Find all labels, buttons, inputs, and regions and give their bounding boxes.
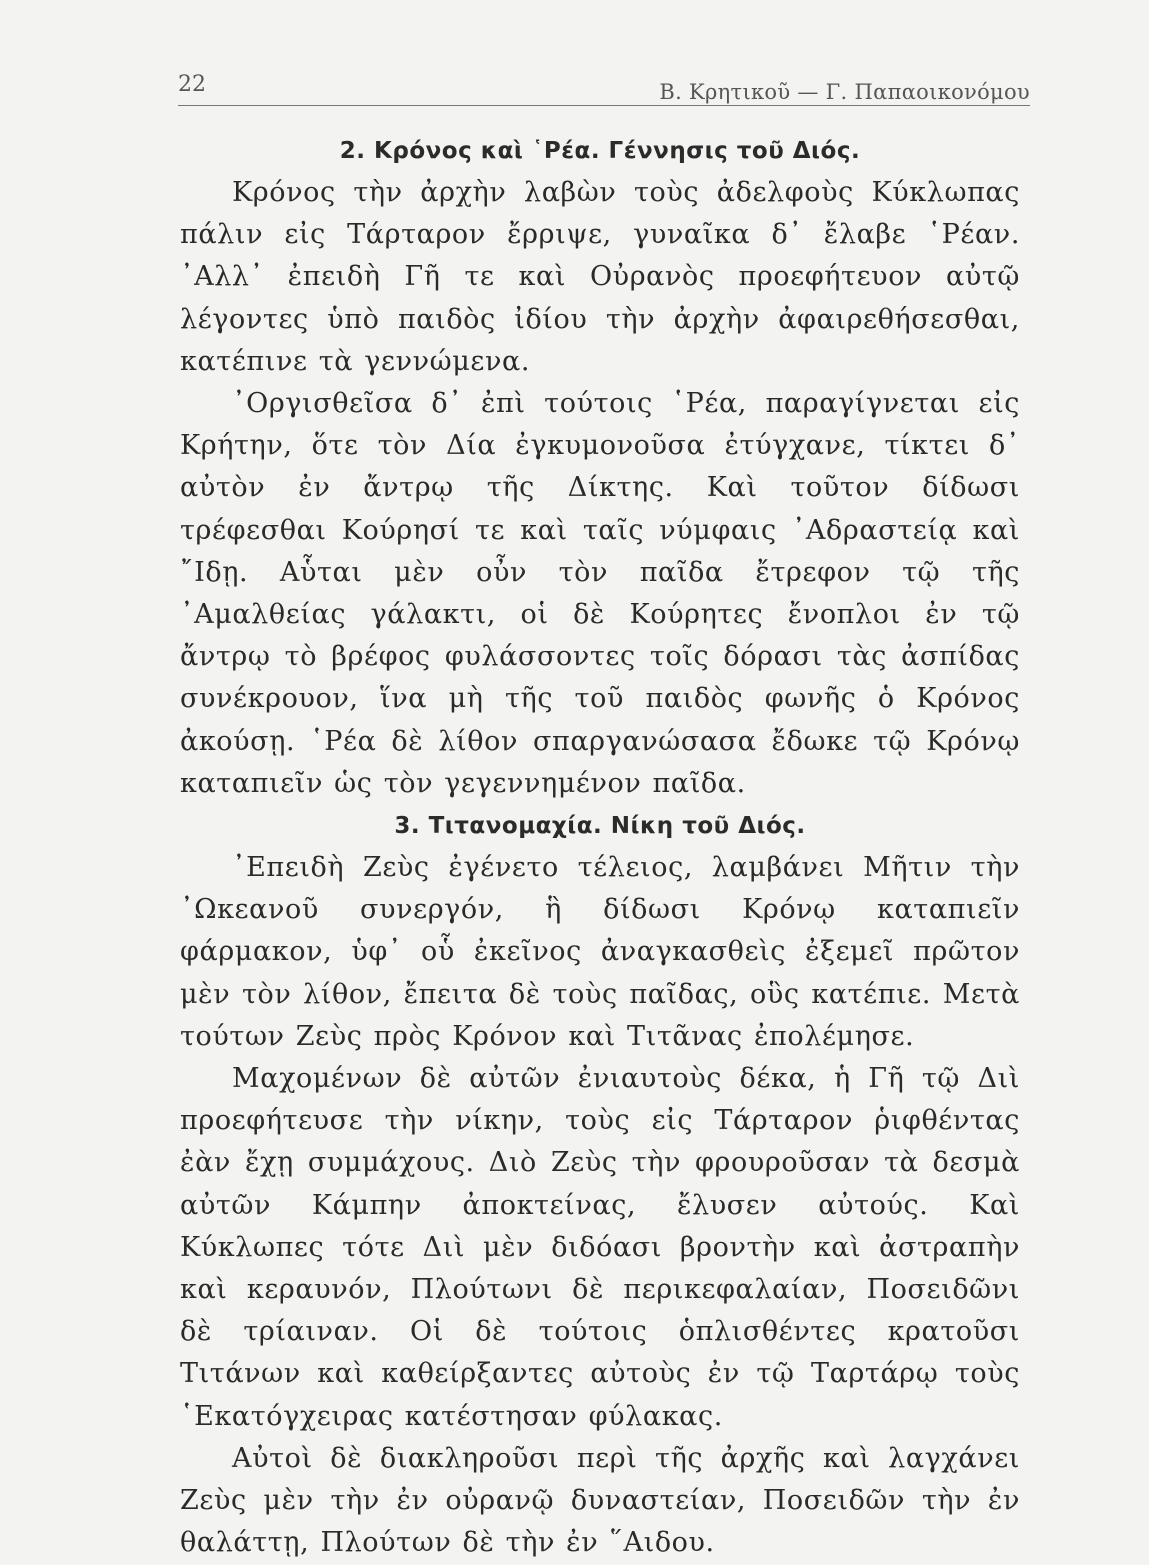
header-rule <box>178 105 1030 106</box>
paragraph: ᾽Οργισθεῖσα δ᾽ ἐπὶ τούτοις ῾Ρέα, παραγίγνεται εἰς Κρήτην, ὅτε τὸν Δία ἐγκυμονοῦσα ἐτύγχανε, τίκτει δ᾽ αὐτὸν ἐν ἄντρῳ τῆς Δίκτης. Καὶ τοῦτον δίδωσι τρέφεσθαι Κούρησί τε καὶ ταῖς νύμφαις ᾽Αδραστείᾳ καὶ ῎Ιδῃ. Αὗται μὲν οὖν τὸν παῖδα ἔτρεφον τῷ τῆς ᾽Αμαλθείας γάλακτι, οἱ δὲ Κούρητες ἔνοπλοι ἐν τῷ ἄντρῳ τὸ βρέφος φυλάσσοντες τοῖς δόρασι τὰς ἀσπίδας συνέκρουον, ἵνα μὴ τῆς τοῦ παιδὸς φωνῆς ὁ Κρόνος ἀκούσῃ. ῾Ρέα δὲ λίθον σπαργανώσασα ἔδωκε τῷ Κρόνῳ καταπιεῖν ὡς τὸν γεγεννημένον παῖδα. <box>180 388 1020 799</box>
running-head <box>178 66 1030 106</box>
paragraph: Μαχομένων δὲ αὐτῶν ἐνιαυτοὺς δέκα, ἡ Γῆ τῷ Διὶ προεφήτευσε τὴν νίκην, τοὺς εἰς Τάρταρον ῥιφθέντας ἐὰν ἔχῃ συμμάχους. Διὸ Ζεὺς τὴν φρουροῦσαν τὰ δεσμὰ αὐτῶν Κάμπην ἀποκτείνας, ἔλυσεν αὐτούς. Καὶ Κύκλωπες τότε Διὶ μὲν διδόασι βροντὴν καὶ ἀστραπὴν καὶ κεραυνόν, Πλούτωνι δὲ περικεφαλαίαν, Ποσειδῶνι δὲ τρίαιναν. Οἱ δὲ τούτοις ὁπλισθέντες κρατοῦσι Τιτάνων καὶ καθείρξαντες αὐτοὺς ἐν τῷ Ταρτάρῳ τοὺς ῾Εκατόγχειρας κατέστησαν φύλακας. <box>180 1063 1020 1432</box>
section-heading-kronos-rhea: 2. Κρόνος καὶ ῾Ρέα. Γέννησις τοῦ Διός. <box>339 138 861 164</box>
section-heading-titanomachy: 3. Τιτανομαχία. Νίκη τοῦ Διός. <box>394 813 806 840</box>
paragraph: Κρόνος τὴν ἀρχὴν λαβὼν τοὺς ἀδελφοὺς Κύκλωπας πάλιν εἰς Τάρταρον ἔρριψε, γυναῖκα δ᾽ ἔλαβε ῾Ρέαν. ᾽Αλλ᾽ ἐπειδὴ Γῆ τε καὶ Οὐρανὸς προεφήτευον αὐτῷ λέγοντες ὑπὸ παιδὸς ἰδίου τὴν ἀρχὴν ἀφαιρεθήσεσθαι, κατέπινε τὰ γεννώμενα. <box>180 177 1020 377</box>
paragraph: ᾽Επειδὴ Ζεὺς ἐγένετο τέλειος, λαμβάνει Μῆτιν τὴν ᾽Ωκεανοῦ συνεργόν, ἣ δίδωσι Κρόνῳ καταπιεῖν φάρμακον, ὑφ᾽ οὗ ἐκεῖνος ἀναγκασθεὶς ἐξεμεῖ πρῶτον μὲν τὸν λίθον, ἔπειτα δὲ τοὺς παῖδας, οὓς κατέπιε. Μετὰ τούτων Ζεὺς πρὸς Κρόνον καὶ Τιτᾶνας ἐπολέμησε. <box>180 852 1020 1052</box>
body-text <box>180 130 1020 1565</box>
paragraph: Αὐτοὶ δὲ διακληροῦσι περὶ τῆς ἀρχῆς καὶ λαγχάνει Ζεὺς μὲν τὴν ἐν οὐρανῷ δυναστείαν, Ποσειδῶν τὴν ἐν θαλάττῃ, Πλούτων δὲ τὴν ἐν ῞Αιδου. <box>180 1442 1020 1559</box>
page-number: 22 <box>178 72 206 97</box>
running-head-authors: Β. Κρητικοῦ — Γ. Παπαοικονόμου <box>659 80 1030 104</box>
